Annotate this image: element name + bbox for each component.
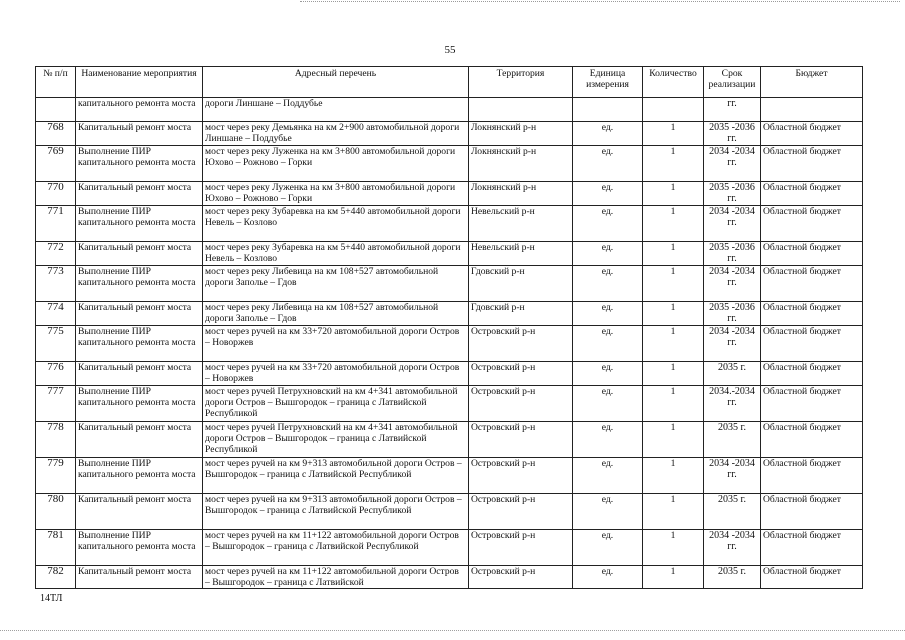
row-unit: ед. [573,566,643,589]
table-row [36,566,863,589]
table-row [36,326,863,362]
row-budget: Областной бюджет [761,302,863,326]
row-territory: Островский р-н [469,422,573,458]
row-territory: Гдовский р-н [469,302,573,326]
row-number: 777 [36,386,76,422]
row-quantity: 1 [643,458,704,494]
row-unit: ед. [573,494,643,530]
row-number: 774 [36,302,76,326]
row-name: Выполнение ПИР капитального ремонта моста [76,326,203,362]
header-qty: Количество [643,67,704,98]
row-name: Капитальный ремонт моста [76,362,203,386]
row-territory: Локнянский р-н [469,146,573,182]
row-term: 2035 г. [704,362,761,386]
row-number: 769 [36,146,76,182]
table-row [36,242,863,266]
row-name: Капитальный ремонт моста [76,302,203,326]
row-number: 768 [36,122,76,146]
row-name: Выполнение ПИР капитального ремонта моста [76,530,203,566]
scan-artifact-bottom [0,630,905,634]
table-row [36,422,863,458]
row-term: гг. [704,98,761,122]
row-unit: ед. [573,530,643,566]
row-territory: Гдовский р-н [469,266,573,302]
row-budget [761,98,863,122]
row-unit: ед. [573,326,643,362]
row-quantity: 1 [643,422,704,458]
row-address: мост через реку Зубаревка на км 5+440 автомобильной дороги Невель – Козлово [203,206,469,242]
table-row [36,302,863,326]
row-unit: ед. [573,182,643,206]
row-name: Капитальный ремонт моста [76,422,203,458]
row-quantity: 1 [643,302,704,326]
row-address: мост через ручей Петрухновский на км 4+341 автомобильной дороги Остров – Вышгородок – граница с Латвийской Республикой [203,422,469,458]
row-quantity: 1 [643,182,704,206]
row-address: мост через реку Луженка на км 3+800 автомобильной дороги Юхово – Рожново – Горки [203,146,469,182]
row-name: Капитальный ремонт моста [76,494,203,530]
header-name: Наименование мероприятия [76,67,203,98]
row-quantity [643,98,704,122]
header-address: Адресный перечень [203,67,469,98]
row-number [36,98,76,122]
row-budget: Областной бюджет [761,566,863,589]
row-quantity: 1 [643,326,704,362]
row-budget: Областной бюджет [761,494,863,530]
row-address: мост через реку Демьянка на км 2+900 автомобильной дороги Линшане – Поддубье [203,122,469,146]
header-num: № п/п [36,67,76,98]
row-unit [573,98,643,122]
row-name: Капитальный ремонт моста [76,566,203,589]
row-budget: Областной бюджет [761,458,863,494]
row-name: Выполнение ПИР капитального ремонта моста [76,266,203,302]
row-number: 779 [36,458,76,494]
row-unit: ед. [573,122,643,146]
row-address: мост через реку Зубаревка на км 5+440 автомобильной дороги Невель – Козлово [203,242,469,266]
table-row [36,206,863,242]
table-header-row [36,67,863,98]
row-number: 778 [36,422,76,458]
table-row [36,530,863,566]
row-term: 2035 -2036 гг. [704,182,761,206]
row-budget: Областной бюджет [761,422,863,458]
row-address: мост через ручей на км 9+313 автомобильной дороги Остров – Вышгородок – граница с Латвийской Республикой [203,494,469,530]
row-term: 2035 -2036 гг. [704,122,761,146]
header-term: Срок реализации [704,67,761,98]
table-row [36,458,863,494]
row-budget: Областной бюджет [761,266,863,302]
row-unit: ед. [573,266,643,302]
row-address: мост через ручей на км 11+122 автомобильной дороги Остров – Вышгородок – граница с Латвийской [203,566,469,589]
row-address: мост через ручей на км 11+122 автомобильной дороги Остров – Вышгородок – граница с Латвийской Республикой [203,530,469,566]
row-budget: Областной бюджет [761,242,863,266]
row-name: Выполнение ПИР капитального ремонта моста [76,146,203,182]
row-unit: ед. [573,362,643,386]
row-budget: Областной бюджет [761,362,863,386]
table-row [36,386,863,422]
row-term: 2035 -2036 гг. [704,242,761,266]
row-address: мост через реку Либевица на км 108+527 автомобильной дороги Заполье – Гдов [203,266,469,302]
row-name: Выполнение ПИР капитального ремонта моста [76,206,203,242]
row-address: мост через ручей на км 9+313 автомобильной дороги Остров – Вышгородок – граница с Латвийской Республикой [203,458,469,494]
row-term: 2034.-2034 гг. [704,386,761,422]
row-unit: ед. [573,146,643,182]
row-unit: ед. [573,206,643,242]
row-quantity: 1 [643,206,704,242]
table-row [36,266,863,302]
row-number: 781 [36,530,76,566]
row-quantity: 1 [643,530,704,566]
table-row [36,122,863,146]
row-quantity: 1 [643,386,704,422]
row-number: 775 [36,326,76,362]
row-quantity: 1 [643,494,704,530]
row-territory: Островский р-н [469,566,573,589]
row-term: 2034 -2034 гг. [704,530,761,566]
row-budget: Областной бюджет [761,386,863,422]
row-name: капитального ремонта моста [76,98,203,122]
row-number: 780 [36,494,76,530]
row-territory: Островский р-н [469,530,573,566]
row-quantity: 1 [643,242,704,266]
table-body [36,98,863,589]
row-term: 2035 -2036 гг. [704,302,761,326]
row-territory: Островский р-н [469,326,573,362]
row-term: 2034 -2034 гг. [704,146,761,182]
scan-artifact-top [300,1,900,5]
row-territory [469,98,573,122]
row-term: 2034 -2034 гг. [704,266,761,302]
row-unit: ед. [573,422,643,458]
row-budget: Областной бюджет [761,530,863,566]
header-budget: Бюджет [761,67,863,98]
row-number: 773 [36,266,76,302]
row-unit: ед. [573,242,643,266]
row-territory: Островский р-н [469,362,573,386]
page-number: 55 [444,44,456,56]
row-territory: Локнянский р-н [469,122,573,146]
row-territory: Локнянский р-н [469,182,573,206]
row-term: 2035 г. [704,422,761,458]
row-name: Капитальный ремонт моста [76,242,203,266]
row-name: Выполнение ПИР капитального ремонта моста [76,386,203,422]
footer-code: 14ТЛ [40,593,63,604]
table-row [36,362,863,386]
row-budget: Областной бюджет [761,326,863,362]
row-quantity: 1 [643,146,704,182]
row-address: мост через реку Либевица на км 108+527 автомобильной дороги Заполье – Гдов [203,302,469,326]
row-term: 2034 -2034 гг. [704,206,761,242]
table-row [36,98,863,122]
row-unit: ед. [573,458,643,494]
row-number: 776 [36,362,76,386]
row-territory: Островский р-н [469,458,573,494]
row-term: 2035 г. [704,494,761,530]
header-unit: Единица измерения [573,67,643,98]
row-number: 770 [36,182,76,206]
registry-table [35,66,863,589]
row-term: 2034 -2034 гг. [704,326,761,362]
row-budget: Областной бюджет [761,182,863,206]
row-budget: Областной бюджет [761,146,863,182]
row-address: мост через ручей Петрухновский на км 4+341 автомобильной дороги Остров – Вышгородок – граница с Латвийской Республикой [203,386,469,422]
row-territory: Невельский р-н [469,206,573,242]
row-unit: ед. [573,302,643,326]
row-term: 2035 г. [704,566,761,589]
row-territory: Невельский р-н [469,242,573,266]
row-name: Выполнение ПИР капитального ремонта моста [76,458,203,494]
row-name: Капитальный ремонт моста [76,122,203,146]
row-address: мост через реку Луженка на км 3+800 автомобильной дороги Юхово – Рожново – Горки [203,182,469,206]
row-quantity: 1 [643,566,704,589]
row-number: 782 [36,566,76,589]
row-quantity: 1 [643,122,704,146]
row-term: 2034 -2034 гг. [704,458,761,494]
row-budget: Областной бюджет [761,206,863,242]
row-quantity: 1 [643,362,704,386]
row-number: 771 [36,206,76,242]
row-address: мост через ручей на км 33+720 автомобильной дороги Остров – Новоржев [203,362,469,386]
row-budget: Областной бюджет [761,122,863,146]
table-row [36,494,863,530]
table-row [36,146,863,182]
row-territory: Островский р-н [469,386,573,422]
row-name: Капитальный ремонт моста [76,182,203,206]
row-address: мост через ручей на км 33+720 автомобильной дороги Остров – Новоржев [203,326,469,362]
row-unit: ед. [573,386,643,422]
row-quantity: 1 [643,266,704,302]
row-address: дороги Линшане – Поддубье [203,98,469,122]
row-number: 772 [36,242,76,266]
row-territory: Островский р-н [469,494,573,530]
header-territory: Территория [469,67,573,98]
table-row [36,182,863,206]
